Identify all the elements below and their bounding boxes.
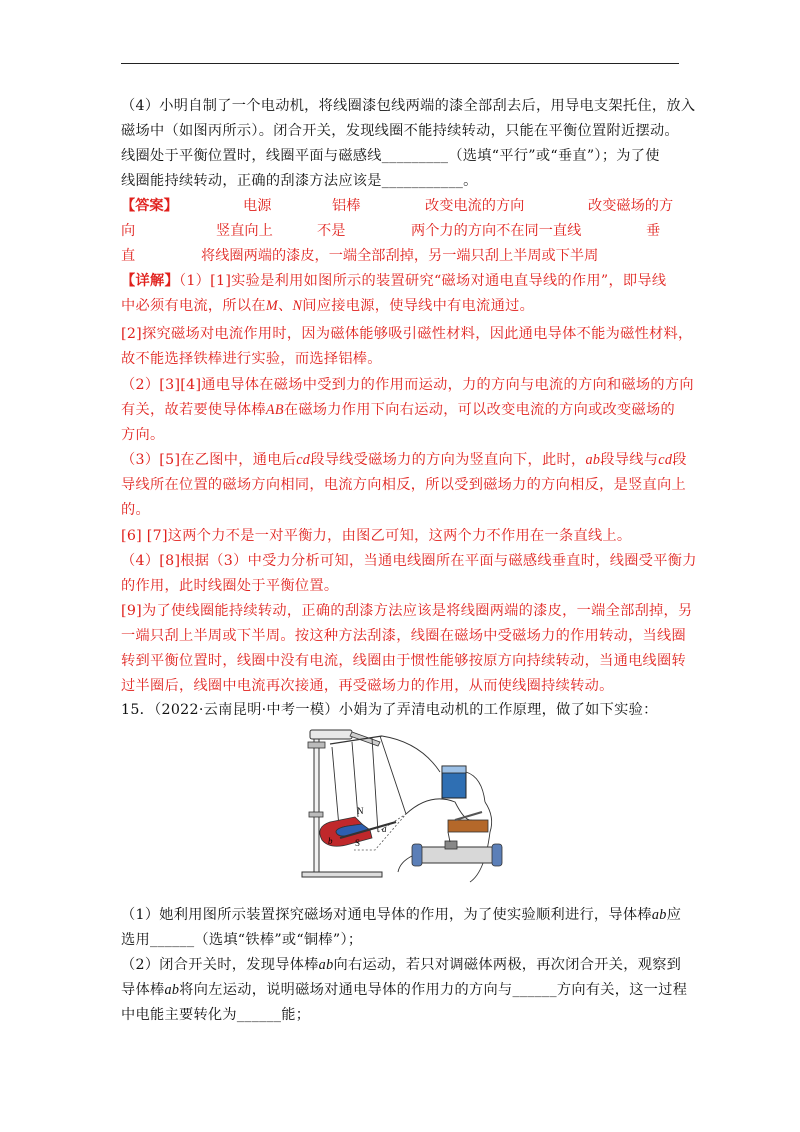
stand-base: [302, 872, 382, 877]
q4-line-3: 线圈处于平衡位置时，线圈平面与磁感线_________（选填“平行”或“垂直”）；为了使: [121, 148, 660, 164]
answer-10: 直: [121, 248, 136, 264]
variable-n: N: [292, 298, 303, 314]
detail-line-14: [9]为了使线圈能持续转动，正确的刮漆方法应该是将线圈两端的漆皮，一端全部刮掉，另: [121, 603, 693, 619]
answer-9: 垂: [646, 223, 661, 239]
variable-m: M: [265, 298, 279, 314]
detail-line-6: [121, 400, 675, 420]
q15-part1-line1: [121, 905, 681, 925]
detail-line-10: 的。: [121, 502, 150, 518]
q15-text: 导体棒: [121, 982, 165, 998]
answer-8: 两个力的方向不在同一直线: [411, 223, 582, 239]
label-b: b: [328, 836, 333, 846]
experiment-figure: [300, 722, 515, 887]
detail-line-2: [121, 296, 534, 316]
q4-line-4: 线圈能持续转动，正确的刮漆方法应该是___________。: [121, 173, 478, 189]
q15-text: 向右运动，若只对调磁体两极，再次闭合开关，观察到: [333, 957, 682, 973]
detail-line-13: 的作用，此时线圈处于平衡位置。: [121, 578, 339, 594]
stand-pole: [314, 732, 319, 872]
q15-text: 将向左运动，说明磁场对通电导体的作用力的方向与______方向有关，这一过程: [179, 982, 688, 998]
detail-text: 中必须有电流，所以在: [121, 298, 266, 314]
detail-line-1: [121, 271, 666, 291]
label-n: N: [357, 806, 364, 816]
detail-text: 段: [672, 452, 687, 468]
detail-line-15: 一端只刮上半周或下半周。按这种方法刮漆，线圈在磁场中受磁场力的作用转动，当线圈: [121, 628, 687, 644]
variable-cd: cd: [658, 452, 673, 468]
detail-text: 间应接电源，使导线中有电流通过。: [302, 298, 535, 314]
clamp: [309, 812, 323, 817]
label-s: S: [355, 838, 361, 848]
detail-line-7: 方向。: [121, 427, 165, 443]
switch: [448, 820, 488, 832]
answer-1: 电源: [243, 198, 272, 214]
answer-11: 将线圈两端的漆皮，一端全部刮掉，另一端只刮上半周或下半周: [201, 248, 599, 264]
stand-arm: [310, 730, 352, 739]
variable-cd: cd: [296, 452, 311, 468]
detail-text: （1）[1]实验是利用如图所示的装置研究“磁场对通电直导线的作用”，即导线: [178, 273, 667, 289]
q15-text: （1）她利用图所示装置探究磁场对通电导体的作用，为了使实验顺利进行，导体棒: [121, 907, 652, 923]
detail-line-16: 转到平衡位置时，线圈中没有电流，线圈由于惯性能够按原方向持续转动，当通电线圈转: [121, 653, 687, 669]
variable-ab: ab: [651, 907, 667, 923]
detail-line-5: （2）[3][4]通电导体在磁场中受到力的作用而运动，力的方向与电流的方向和磁场的方向: [121, 377, 694, 393]
detail-text: 、: [278, 298, 293, 314]
answer-7: 不是: [317, 223, 346, 239]
q4-line-1: （4）小明自制了一个电动机，将线圈漆包线两端的漆全部刮去后，用导电支架托住，放入: [121, 98, 696, 114]
answer-label: 【答案】: [121, 198, 178, 214]
q4-line-2: 磁场中（如图丙所示）。闭合开关，发现线圈不能持续转动，只能在平衡位置附近摆动。: [121, 123, 679, 139]
rheostat: [418, 847, 496, 863]
clamp: [308, 742, 325, 748]
label-a: a: [382, 824, 387, 834]
q15-part2-line1: [121, 955, 681, 975]
variable-ab: ab: [585, 452, 601, 468]
detail-line-9: 导线所在位置的磁场方向相同，电流方向相反，所以受到磁场力的方向相反，是竖直向上: [121, 477, 687, 493]
detail-text: （3）[5]在乙图中，通电后: [121, 452, 297, 468]
detail-line-4: 故不能选择铁棒进行实验，而选择铝棒。: [121, 351, 382, 367]
detail-line-12: （4）[8]根据（3）中受力分析可知，当通电线圈所在平面与磁感线垂直时，线圈受平衡力: [121, 553, 697, 569]
q15-header: 15．（2022·云南昆明·中考一模）小娟为了弄清电动机的工作原理，做了如下实验：: [121, 702, 658, 718]
answer-2: 铝棒: [332, 198, 361, 214]
answer-5: 向: [121, 223, 136, 239]
detail-text: 段导线受磁场力的方向为竖直向下，此时，: [310, 452, 586, 468]
detail-text: 有关，故若要使导体棒: [121, 402, 266, 418]
detail-line-11: [6] [7]这两个力不是一对平衡力，由图乙可知，这两个力不作用在一条直线上。: [121, 528, 632, 544]
answer-3: 改变电流的方向: [425, 198, 525, 214]
detail-line-17: 过半圈后，线圈中电流再次接通，再受磁场力的作用，从而使线圈持续转动。: [121, 678, 614, 694]
variable-ab: ab: [164, 982, 180, 998]
detail-label: 【详解】: [121, 273, 179, 289]
detail-line-3: [2]探究磁场对电流作用时，因为磁体能够吸引磁性材料，因此通电导体不能为磁性材料，: [121, 326, 693, 342]
detail-line-8: [121, 450, 687, 470]
header-rule: [121, 63, 679, 64]
answer-4: 改变磁场的方: [588, 198, 674, 214]
q15-part2-line3: 中电能主要转化为______能；: [121, 1007, 311, 1023]
variable-ab: ab: [318, 957, 334, 973]
q15-part1-line2: 选用______（选填“铁棒”或“铜棒”）；: [121, 932, 363, 948]
variable-ab: AB: [265, 402, 284, 418]
answer-6: 竖直向上: [216, 223, 273, 239]
q15-text: （2）闭合开关时，发现导体棒: [121, 957, 319, 973]
detail-text: 在磁场力作用下向右运动，可以改变电流的方向或改变磁场的: [283, 402, 675, 418]
detail-text: 段导线与: [600, 452, 659, 468]
q15-text: 应: [666, 907, 682, 923]
q15-part2-line2: [121, 980, 687, 1000]
